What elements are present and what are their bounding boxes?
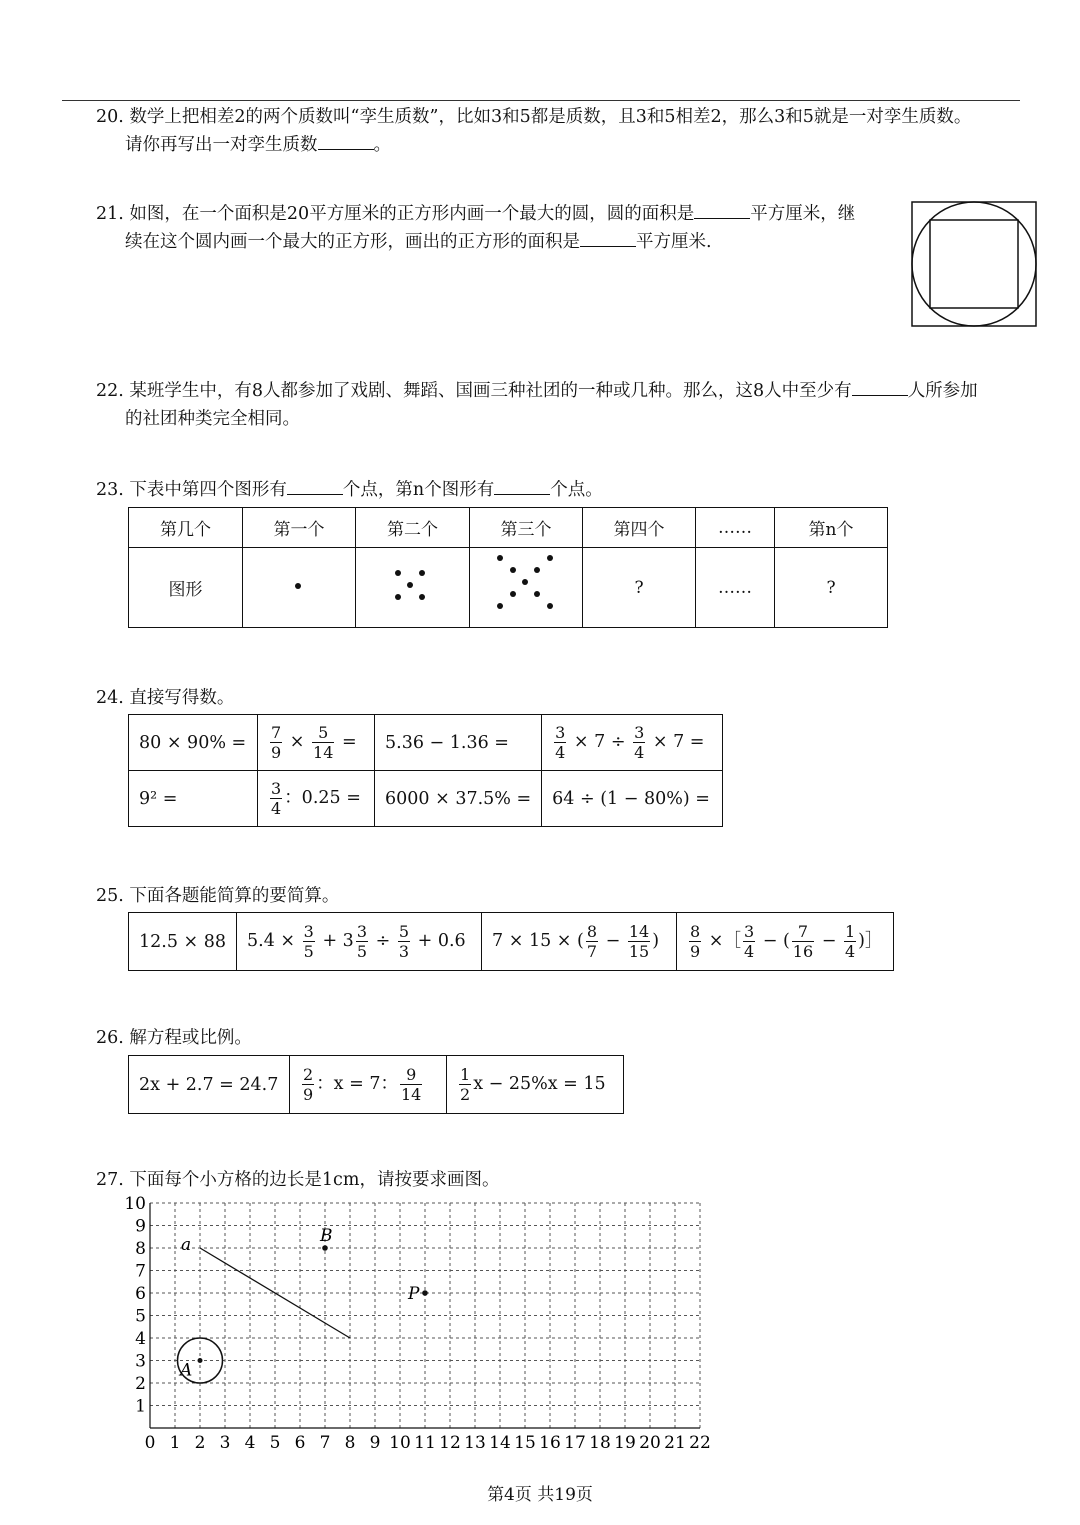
expr: ：x = 7： bbox=[316, 1074, 398, 1094]
y-tick-label: 1 bbox=[135, 1396, 146, 1417]
calc-cell bbox=[258, 771, 375, 827]
expr: 6000 × 37.5% = bbox=[385, 788, 532, 809]
question-text: 某班学生中，有8人都参加了戏剧、舞蹈、国画三种社团的一种或几种。那么，这8人中至少有 bbox=[129, 381, 852, 401]
expr: 9² = bbox=[139, 788, 178, 809]
numerator: 3 bbox=[555, 723, 566, 742]
answer-blank[interactable] bbox=[580, 228, 636, 247]
figure-3-dots bbox=[470, 548, 583, 628]
point-B bbox=[322, 1245, 328, 1251]
x-tick-label: 1 bbox=[169, 1433, 181, 1453]
question-text: 续在这个圆内画一个最大的正方形，画出的正方形的面积是 bbox=[125, 232, 580, 252]
fraction bbox=[633, 723, 645, 762]
fraction bbox=[586, 922, 598, 961]
x-tick-label: 10 bbox=[389, 1433, 411, 1453]
denominator: 3 bbox=[398, 942, 410, 961]
table-header: 第n个 bbox=[775, 508, 888, 548]
fraction bbox=[312, 723, 334, 762]
expr: 5.36 − 1.36 = bbox=[385, 732, 509, 753]
expr: 12.5 × 88 bbox=[139, 931, 227, 952]
calc-cell bbox=[129, 715, 258, 771]
fraction bbox=[743, 922, 755, 961]
operator: ÷ bbox=[375, 931, 391, 951]
calc-cell bbox=[129, 771, 258, 827]
fraction bbox=[302, 1065, 314, 1104]
operator: ：0.25 = bbox=[284, 788, 361, 808]
numerator: 1 bbox=[844, 922, 856, 941]
answer-blank[interactable] bbox=[318, 131, 374, 150]
dot bbox=[547, 603, 553, 609]
denominator: 4 bbox=[743, 942, 755, 961]
expr: 5.4 × bbox=[247, 931, 296, 951]
question-text: 如图，在一个面积是20平方厘米的正方形内画一个最大的圆，圆的面积是 bbox=[129, 204, 695, 224]
row-label: 图形 bbox=[129, 548, 243, 628]
dot-pattern-table bbox=[128, 507, 888, 628]
fraction bbox=[689, 922, 701, 961]
denominator: 2 bbox=[460, 1085, 471, 1104]
question-number: 22. bbox=[96, 381, 124, 401]
dot bbox=[419, 570, 425, 576]
table-header: 第四个 bbox=[583, 508, 696, 548]
page-footer: 第4页 共19页 bbox=[487, 1485, 593, 1505]
dot bbox=[407, 582, 413, 588]
operator: = bbox=[341, 732, 357, 752]
fraction bbox=[554, 723, 566, 762]
calc-cell bbox=[677, 913, 893, 971]
question-text: 个点，第n个图形有 bbox=[342, 480, 495, 500]
table-header: 第三个 bbox=[470, 508, 583, 548]
denominator: 14 bbox=[400, 1085, 422, 1104]
ellipsis-cell: …… bbox=[696, 548, 775, 628]
fraction bbox=[398, 922, 410, 961]
expr: + 0.6 bbox=[417, 931, 466, 951]
dot bbox=[395, 570, 401, 576]
denominator: 5 bbox=[356, 942, 367, 961]
numerator: 1 bbox=[460, 1065, 471, 1084]
x-tick-label: 2 bbox=[194, 1433, 206, 1453]
numerator: 14 bbox=[628, 922, 650, 941]
expr: 80 × 90% = bbox=[139, 732, 247, 753]
y-tick-label: 5 bbox=[135, 1306, 146, 1327]
answer-blank[interactable] bbox=[694, 200, 750, 219]
dot bbox=[295, 583, 301, 589]
fraction bbox=[270, 779, 282, 818]
denominator: 16 bbox=[792, 942, 814, 961]
y-tick-label: 7 bbox=[135, 1261, 146, 1282]
numerator: 5 bbox=[398, 922, 410, 941]
question-number: 21. bbox=[96, 204, 124, 224]
figure-2-dots bbox=[356, 548, 470, 628]
calc-cell bbox=[237, 913, 482, 971]
label-a: a bbox=[181, 1235, 192, 1255]
calc-cell bbox=[447, 1056, 624, 1114]
dot bbox=[534, 591, 540, 597]
equation-table bbox=[128, 1055, 624, 1114]
figure-1-dots bbox=[243, 548, 356, 628]
denominator: 4 bbox=[555, 743, 566, 762]
expr: − ( bbox=[762, 931, 790, 951]
calc-cell bbox=[129, 913, 237, 971]
numerator: 8 bbox=[690, 922, 701, 941]
unknown-cell: ? bbox=[583, 548, 696, 628]
question-text: 平方厘米. bbox=[636, 232, 712, 252]
label-B: B bbox=[320, 1226, 333, 1246]
question-26 bbox=[96, 1024, 252, 1052]
dot bbox=[522, 579, 528, 585]
y-tick-label: 10 bbox=[124, 1194, 146, 1214]
numerator: 2 bbox=[303, 1065, 314, 1084]
y-tick-label: 2 bbox=[135, 1374, 146, 1394]
numerator: 3 bbox=[634, 723, 645, 742]
table-header: …… bbox=[696, 508, 775, 548]
numerator: 3 bbox=[303, 922, 314, 941]
calc-cell bbox=[482, 913, 677, 971]
question-number: 27. bbox=[96, 1170, 124, 1190]
question-text: 人所参加 bbox=[907, 381, 978, 401]
x-tick-label: 12 bbox=[439, 1433, 461, 1453]
x-tick-label: 3 bbox=[219, 1433, 231, 1453]
denominator: 5 bbox=[303, 942, 314, 961]
y-tick-label: 4 bbox=[135, 1329, 146, 1349]
numerator: 3 bbox=[271, 779, 282, 798]
y-tick-label: 9 bbox=[135, 1216, 146, 1237]
denominator: 9 bbox=[303, 1085, 314, 1104]
denominator: 4 bbox=[271, 799, 282, 818]
denominator: 15 bbox=[628, 942, 650, 961]
expr: + 3 bbox=[322, 931, 354, 951]
expr: 2x + 2.7 = 24.7 bbox=[139, 1074, 279, 1095]
question-text: 下面各题能简算的要简算。 bbox=[129, 886, 340, 906]
denominator: 9 bbox=[271, 743, 282, 762]
coordinate-grid bbox=[110, 1188, 730, 1458]
dot bbox=[510, 567, 516, 573]
x-tick-label: 19 bbox=[614, 1433, 636, 1453]
question-21 bbox=[96, 200, 855, 256]
expr: ×［ bbox=[708, 931, 741, 951]
operator: − bbox=[605, 931, 621, 951]
question-24 bbox=[96, 684, 234, 712]
square-circle-figure bbox=[910, 200, 1040, 330]
calc-cell bbox=[542, 771, 723, 827]
question-number: 20. bbox=[96, 107, 124, 127]
answer-blank[interactable] bbox=[852, 377, 908, 396]
question-number: 25. bbox=[96, 886, 124, 906]
dot bbox=[419, 594, 425, 600]
x-tick-label: 17 bbox=[564, 1433, 586, 1453]
question-text: 数学上把相差2的两个质数叫“孪生质数”，比如3和5都是质数，且3和5相差2，那么3和5就是一对孪生质数。 bbox=[129, 107, 972, 127]
fraction bbox=[628, 922, 650, 961]
dot bbox=[497, 555, 503, 561]
denominator: 4 bbox=[634, 743, 645, 762]
numerator: 7 bbox=[271, 723, 282, 742]
x-tick-label: 22 bbox=[689, 1433, 711, 1453]
question-text: 个点。 bbox=[550, 480, 603, 500]
dot bbox=[395, 594, 401, 600]
numerator: 3 bbox=[356, 922, 367, 941]
operator: × 7 ÷ bbox=[573, 732, 626, 752]
x-tick-label: 0 bbox=[144, 1433, 156, 1453]
header-rule bbox=[62, 100, 1020, 101]
question-25 bbox=[96, 882, 339, 910]
x-tick-label: 15 bbox=[514, 1433, 536, 1453]
x-tick-label: 14 bbox=[489, 1433, 511, 1453]
x-tick-label: 4 bbox=[244, 1433, 256, 1453]
fraction bbox=[303, 922, 315, 961]
x-tick-label: 16 bbox=[539, 1433, 561, 1453]
question-text: 。 bbox=[373, 135, 391, 155]
calc-cell bbox=[542, 715, 723, 771]
table-header: 第二个 bbox=[356, 508, 470, 548]
unknown-cell: ? bbox=[775, 548, 888, 628]
question-text: 直接写得数。 bbox=[129, 688, 235, 708]
inner-square bbox=[930, 220, 1018, 308]
calc-cell bbox=[290, 1056, 447, 1114]
x-tick-label: 20 bbox=[639, 1433, 661, 1453]
question-text: 下面每个小方格的边长是1cm，请按要求画图。 bbox=[129, 1170, 500, 1190]
question-number: 24. bbox=[96, 688, 124, 708]
mental-math-table bbox=[128, 714, 723, 827]
expr: ) bbox=[652, 931, 660, 951]
fraction bbox=[356, 922, 368, 961]
numerator: 9 bbox=[400, 1065, 422, 1085]
x-tick-label: 9 bbox=[369, 1433, 381, 1453]
expr: )］ bbox=[858, 931, 883, 951]
calc-cell bbox=[129, 1056, 290, 1114]
denominator: 7 bbox=[586, 942, 598, 961]
fraction bbox=[400, 1065, 422, 1104]
dot bbox=[497, 603, 503, 609]
answer-blank[interactable] bbox=[287, 476, 343, 495]
x-tick-label: 21 bbox=[664, 1433, 686, 1453]
numerator: 3 bbox=[743, 922, 755, 941]
y-tick-label: 6 bbox=[135, 1284, 146, 1304]
label-A: A bbox=[180, 1360, 193, 1381]
fraction bbox=[792, 922, 814, 961]
operator: × 7 = bbox=[652, 732, 705, 752]
x-tick-label: 11 bbox=[414, 1433, 436, 1453]
fraction bbox=[844, 922, 856, 961]
expr: x − 25%x = 15 bbox=[473, 1074, 606, 1094]
expr: 64 ÷ (1 − 80%) = bbox=[552, 788, 710, 809]
answer-blank[interactable] bbox=[494, 476, 550, 495]
numerator: 8 bbox=[586, 922, 598, 941]
question-22 bbox=[96, 377, 978, 433]
calc-cell bbox=[375, 715, 542, 771]
y-tick-label: 3 bbox=[135, 1351, 146, 1372]
question-text: 下表中第四个图形有 bbox=[129, 480, 287, 500]
question-text: 平方厘米，继 bbox=[750, 204, 856, 224]
x-tick-label: 5 bbox=[269, 1433, 281, 1453]
numerator: 7 bbox=[792, 922, 814, 942]
question-23 bbox=[96, 476, 603, 504]
numerator: 5 bbox=[312, 723, 334, 743]
table-header: 第一个 bbox=[243, 508, 356, 548]
operator: − bbox=[821, 931, 837, 951]
operator: × bbox=[289, 732, 305, 752]
question-number: 23. bbox=[96, 480, 124, 500]
x-tick-label: 18 bbox=[589, 1433, 611, 1453]
dot bbox=[510, 591, 516, 597]
question-20 bbox=[96, 103, 971, 159]
dot bbox=[547, 555, 553, 561]
x-tick-label: 7 bbox=[319, 1433, 331, 1453]
question-text: 解方程或比例。 bbox=[129, 1028, 252, 1048]
fraction bbox=[270, 723, 282, 762]
label-P: P bbox=[408, 1284, 420, 1304]
question-text: 的社团种类完全相同。 bbox=[125, 409, 300, 429]
x-tick-label: 13 bbox=[464, 1433, 486, 1453]
expr: 7 × 15 × ( bbox=[492, 931, 584, 951]
dot bbox=[534, 567, 540, 573]
calc-cell bbox=[258, 715, 375, 771]
question-text: 请你再写出一对孪生质数 bbox=[125, 135, 318, 155]
denominator: 4 bbox=[844, 942, 856, 961]
denominator: 14 bbox=[313, 743, 334, 762]
simplify-table bbox=[128, 912, 894, 971]
y-tick-label: 8 bbox=[135, 1239, 146, 1259]
point-P bbox=[422, 1290, 428, 1296]
x-tick-label: 6 bbox=[294, 1433, 306, 1453]
x-tick-label: 8 bbox=[344, 1433, 356, 1453]
calc-cell bbox=[375, 771, 542, 827]
fraction bbox=[459, 1065, 471, 1104]
denominator: 9 bbox=[690, 942, 701, 961]
point-A bbox=[198, 1358, 203, 1363]
table-header: 第几个 bbox=[129, 508, 243, 548]
question-number: 26. bbox=[96, 1028, 124, 1048]
